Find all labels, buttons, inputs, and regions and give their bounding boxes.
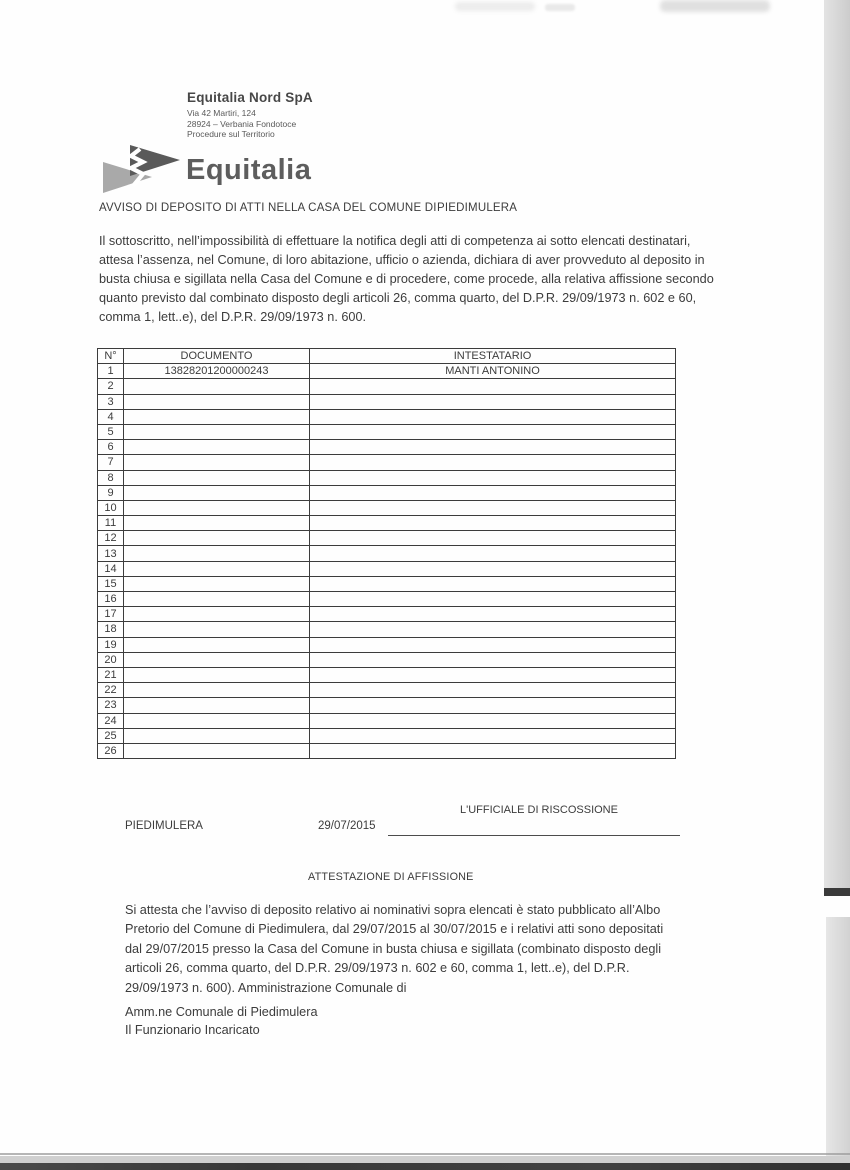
table-row: [98, 622, 676, 637]
intestatario-cell: [310, 592, 676, 607]
attestation-heading: ATTESTAZIONE DI AFFISSIONE: [308, 871, 474, 883]
scan-band-bottom: [0, 1156, 850, 1163]
documento-cell: 13828201200000243: [124, 364, 310, 379]
address-line: Via 42 Martiri, 124: [187, 108, 256, 118]
table-row: [98, 440, 676, 455]
documento-cell: [124, 683, 310, 698]
documento-cell: [124, 379, 310, 394]
row-number-cell: 26: [98, 743, 124, 758]
intestatario-cell: [310, 440, 676, 455]
table-row: [98, 652, 676, 667]
documento-cell: [124, 561, 310, 576]
scan-smudge: [455, 2, 535, 11]
intestatario-cell: [310, 500, 676, 515]
documento-cell: [124, 743, 310, 758]
header-n: N°: [98, 349, 124, 364]
row-number-cell: 12: [98, 531, 124, 546]
documento-cell: [124, 440, 310, 455]
row-number-cell: 22: [98, 683, 124, 698]
row-number-cell: 7: [98, 455, 124, 470]
signature-place: PIEDIMULERA: [125, 820, 203, 832]
deposit-table-body: [98, 364, 676, 759]
intestatario-cell: [310, 531, 676, 546]
scan-band-bottom: [0, 1163, 850, 1170]
letterhead: [187, 90, 313, 140]
intestatario-cell: [310, 409, 676, 424]
scan-smudge: [660, 0, 770, 12]
documento-cell: [124, 576, 310, 591]
row-number-cell: 10: [98, 500, 124, 515]
documento-cell: [124, 698, 310, 713]
row-number-cell: 6: [98, 440, 124, 455]
table-header-row: [98, 349, 676, 364]
documento-cell: [124, 470, 310, 485]
intestatario-cell: [310, 728, 676, 743]
table-row: [98, 424, 676, 439]
row-number-cell: 16: [98, 592, 124, 607]
documento-cell: [124, 485, 310, 500]
intestatario-cell: [310, 683, 676, 698]
table-row: [98, 379, 676, 394]
row-number-cell: 24: [98, 713, 124, 728]
signature-line: [388, 835, 680, 836]
table-row: [98, 485, 676, 500]
documento-cell: [124, 409, 310, 424]
row-number-cell: 19: [98, 637, 124, 652]
table-row: [98, 576, 676, 591]
intestatario-cell: [310, 455, 676, 470]
row-number-cell: 15: [98, 576, 124, 591]
intestatario-cell: [310, 470, 676, 485]
row-number-cell: 18: [98, 622, 124, 637]
intestatario-cell: [310, 516, 676, 531]
intestatario-cell: [310, 667, 676, 682]
table-row: [98, 607, 676, 622]
administration-name: Amm.ne Comunale di Piedimulera: [125, 1005, 318, 1019]
row-number-cell: 14: [98, 561, 124, 576]
intestatario-cell: [310, 607, 676, 622]
table-row: [98, 409, 676, 424]
document-title-comune: PIEDIMULERA: [437, 202, 518, 214]
table-row: [98, 637, 676, 652]
intestatario-cell: [310, 561, 676, 576]
documento-cell: [124, 500, 310, 515]
official-role: Il Funzionario Incaricato: [125, 1023, 260, 1037]
table-row: [98, 500, 676, 515]
documento-cell: [124, 516, 310, 531]
address-line: Procedure sul Territorio: [187, 129, 275, 139]
documento-cell: [124, 592, 310, 607]
row-number-cell: 21: [98, 667, 124, 682]
intestatario-cell: [310, 637, 676, 652]
table-row: [98, 455, 676, 470]
documento-cell: [124, 607, 310, 622]
attestation-paragraph: Si attesta che l’avviso di deposito relativo ai nominativi sopra elencati è stato pubblicato all’Albo Pretorio del Comune di Piedimulera, dal 29/07/2015 al 30/07/2015 e i relativi atti sono depositati dal 29/07/2015 presso la Casa del Comune in busta chiusa e sigillata (combinato disposto degli articoli 26, comma quarto, del D.P.R. 29/09/1973 n. 602 e 60, comma 1, lett..e), del D.P.R. 29/09/1973 n. 600). Amministrazione Comunale di: [125, 903, 664, 995]
intestatario-cell: [310, 424, 676, 439]
signature-date: 29/07/2015: [318, 820, 376, 832]
documento-cell: [124, 455, 310, 470]
row-number-cell: 25: [98, 728, 124, 743]
row-number-cell: 13: [98, 546, 124, 561]
intestatario-cell: [310, 485, 676, 500]
row-number-cell: 23: [98, 698, 124, 713]
scan-line-bottom: [0, 1153, 850, 1155]
table-row: [98, 364, 676, 379]
row-number-cell: 2: [98, 379, 124, 394]
address-block: [187, 109, 313, 140]
intestatario-cell: [310, 698, 676, 713]
table-row: [98, 713, 676, 728]
equitalia-logo-icon: [100, 142, 182, 196]
official-label: L'UFFICIALE DI RISCOSSIONE: [460, 804, 618, 816]
row-number-cell: 17: [98, 607, 124, 622]
intestatario-cell: [310, 546, 676, 561]
documento-cell: [124, 728, 310, 743]
row-number-cell: 5: [98, 424, 124, 439]
intestatario-cell: [310, 622, 676, 637]
intestatario-cell: [310, 713, 676, 728]
table-row: [98, 516, 676, 531]
scan-band-right: [826, 917, 850, 1157]
address-line: 28924 – Verbania Fondotoce: [187, 118, 297, 129]
scan-smudge: [545, 4, 575, 11]
company-name: Equitalia Nord SpA: [187, 90, 313, 105]
header-documento: DOCUMENTO: [124, 349, 310, 364]
header-intestatario: INTESTATARIO: [310, 349, 676, 364]
intestatario-cell: [310, 652, 676, 667]
documento-cell: [124, 713, 310, 728]
deposit-table: [97, 348, 676, 759]
intestatario-cell: MANTI ANTONINO: [310, 364, 676, 379]
document-title: AVVISO DI DEPOSITO DI ATTI NELLA CASA DEL COMUNE DI: [99, 202, 437, 214]
documento-cell: [124, 667, 310, 682]
table-row: [98, 531, 676, 546]
table-row: [98, 743, 676, 758]
table-row: [98, 561, 676, 576]
intestatario-cell: [310, 379, 676, 394]
body-paragraph: Il sottoscritto, nell’impossibilità di effettuare la notifica degli atti di competenza ai sotto elencati destinatari, attesa l’assenza, nel Comune, di loro abitazione, ufficio o azienda, dichiara di aver provveduto al deposito in busta chiusa e sigillata nella Casa del Comune e di procedere, come procede, alla relativa affissione secondo quanto previsto dal combinato disposto degli articoli 26, comma quarto, del D.P.R. 29/09/1973 n. 602 e 60, comma 1, lett..e), del D.P.R. 29/09/1973 n. 600.: [99, 234, 714, 324]
table-row: [98, 470, 676, 485]
documento-cell: [124, 637, 310, 652]
table-row: [98, 667, 676, 682]
documento-cell: [124, 531, 310, 546]
table-row: [98, 728, 676, 743]
table-row: [98, 683, 676, 698]
row-number-cell: 3: [98, 394, 124, 409]
row-number-cell: 11: [98, 516, 124, 531]
documento-cell: [124, 394, 310, 409]
table-row: [98, 394, 676, 409]
table-row: [98, 698, 676, 713]
row-number-cell: 8: [98, 470, 124, 485]
table-row: [98, 592, 676, 607]
documento-cell: [124, 652, 310, 667]
intestatario-cell: [310, 743, 676, 758]
intestatario-cell: [310, 394, 676, 409]
row-number-cell: 20: [98, 652, 124, 667]
documento-cell: [124, 546, 310, 561]
scan-band-right: [824, 0, 850, 888]
logo-wordmark: Equitalia: [186, 154, 312, 186]
row-number-cell: 9: [98, 485, 124, 500]
table-row: [98, 546, 676, 561]
documento-cell: [124, 424, 310, 439]
scan-band-notch: [824, 888, 850, 896]
row-number-cell: 1: [98, 364, 124, 379]
row-number-cell: 4: [98, 409, 124, 424]
intestatario-cell: [310, 576, 676, 591]
documento-cell: [124, 622, 310, 637]
